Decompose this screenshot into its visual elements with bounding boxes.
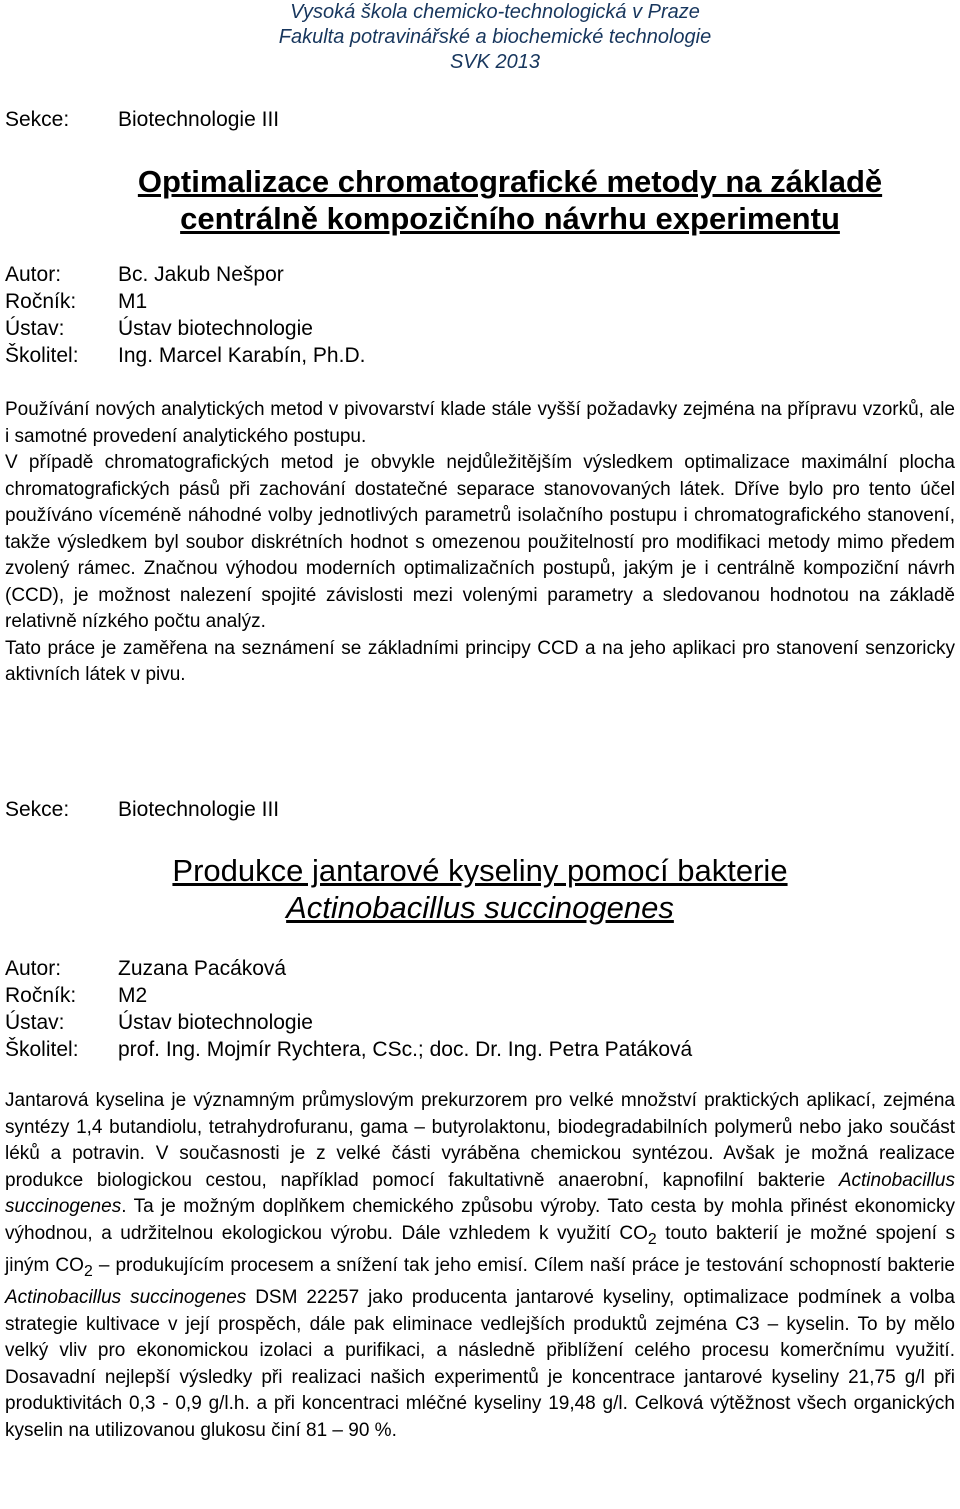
meta-label: Ústav:	[5, 1011, 65, 1034]
meta-institute	[5, 315, 365, 342]
meta-label: Ročník:	[5, 984, 77, 1007]
title-line-2: centrálně kompozičního návrhu experimentu	[180, 201, 840, 236]
subscript: 2	[647, 1230, 657, 1248]
meta-label: Autor:	[5, 263, 62, 286]
meta-value: Ústav biotechnologie	[118, 1011, 313, 1034]
section-1-sekce	[5, 108, 279, 132]
abstract-text: DSM 22257 jako producenta jantarové kyseliny, optimalizace podmínek a volba strategie kultivace v její prospěch, dále pak eliminace vedlejších produktů zejména C3 – kyselin. To by mělo velký vliv pro ekonomickou izolaci a purifikaci, a následně přiblížení celého procesu komerčnímu využití. Dosavadní nejlepší výsledky při realizaci našich experimentů je koncentrace jantarové kyseliny 21,75 g/l při produktivitách 0,3 - 0,9 g/l.h. a při koncentraci mléčné kyseliny 19,48 g/l. Celková výtěžnost všech organických kyselin na utilizovanou glukosu činí 81 – 90 %.	[5, 1287, 956, 1441]
abstract-text: touto bakterií je možné spojení s jiným CO	[5, 1222, 955, 1276]
abstract-text: Jantarová kyselina je významným průmyslovým prekurzorem pro velké množství praktických aplikací, zejména syntézy 1,4 butandiolu, tetrahydrofuranu, gama – butyrolaktonu, biodegradabilních polymerů nebo jako součást léků a potravin. V současnosti je z velké části vyráběna chemickou syntézou. Avšak je možná realizace produkce biologickou cestou, například pomocí fakultativně anaerobní, kapnofilní bakterie	[5, 1090, 955, 1191]
meta-author	[5, 955, 692, 982]
meta-value: Ing. Marcel Karabín, Ph.D.	[118, 344, 366, 367]
organism-name: Actinobacillus succinogenes	[5, 1169, 955, 1217]
section-2-sekce	[5, 798, 279, 822]
meta-supervisor	[5, 1036, 692, 1063]
meta-label: Ústav:	[5, 317, 65, 340]
meta-value: Zuzana Pacáková	[118, 957, 287, 980]
sekce-label: Sekce:	[5, 108, 70, 131]
meta-year	[5, 982, 692, 1009]
organism-name: Actinobacillus succinogenes	[5, 1287, 247, 1309]
abstract-text: . Ta je možným doplňkem chemického způsobu výroby. Tato cesta by mohla přinést ekonomicky výhodnou, a udržitelnou ekologickou výrobu. Dále vzhledem k využití CO	[5, 1196, 955, 1244]
meta-label: Autor:	[5, 957, 62, 980]
meta-label: Ročník:	[5, 290, 77, 313]
title-line-2: Actinobacillus succinogenes	[286, 890, 674, 925]
sekce-value: Biotechnologie III	[118, 108, 280, 131]
title-line-1: Produkce jantarové kyseliny pomocí bakterie	[172, 853, 788, 888]
title-line-1: Optimalizace chromatografické metody na základě	[137, 164, 883, 199]
header-faculty: Fakulta potravinářské a biochemické technologie	[278, 26, 712, 48]
abstract-paragraph: V případě chromatografických metod je obvykle nejdůležitějším výsledkem optimalizace maximální plocha chromatografických pásů při zachování dostatečné separace stanovovaných látek. Dříve bylo pro tento účel používáno víceméně náhodné volby jednotlivých parametrů isolačního postupu i chromatografického stanovení, takže výsledkem byl soubor diskrétních hodnot s omezenou použitelností pro modifikaci metody mimo předem zvolený rámec. Značnou výhodou moderních optimalizačních postupů, jakým je i centrálně kompoziční návrh (CCD), je možnost nalezení spojité závislosti mezi volenými parametry a sledovanou hodnotou na základě relativně nízkého počtu analýz.	[5, 452, 955, 632]
meta-value: M1	[118, 290, 148, 313]
meta-label: Školitel:	[5, 1038, 79, 1061]
sekce-label: Sekce:	[5, 798, 70, 821]
meta-author	[5, 261, 365, 288]
abstract-paragraph: Používání nových analytických metod v pivovarství klade stále vyšší požadavky zejména na přípravu vzorků, ale i samotné provedení analytického postupu.	[5, 399, 955, 447]
meta-supervisor	[5, 342, 365, 369]
section-1-abstract	[5, 397, 955, 689]
sekce-value: Biotechnologie III	[118, 798, 280, 821]
meta-value: Ústav biotechnologie	[118, 317, 313, 340]
meta-value: Bc. Jakub Nešpor	[118, 263, 284, 286]
meta-value: prof. Ing. Mojmír Rychtera, CSc.; doc. Dr. Ing. Petra Patáková	[118, 1038, 693, 1061]
abstract-paragraph	[5, 1088, 955, 1444]
section-1-title	[30, 163, 960, 237]
meta-label: Školitel:	[5, 344, 79, 367]
meta-value: M2	[118, 984, 148, 1007]
section-2-abstract	[5, 1088, 955, 1444]
subscript: 2	[83, 1262, 93, 1280]
section-2-title	[0, 852, 960, 926]
section-1-meta	[5, 261, 365, 369]
header-conference: SVK 2013	[449, 51, 541, 73]
header-university: Vysoká škola chemicko-technologická v Praze	[290, 1, 700, 23]
meta-year	[5, 288, 365, 315]
document-header	[0, 0, 960, 75]
meta-institute	[5, 1009, 692, 1036]
section-2-meta	[5, 955, 692, 1063]
abstract-paragraph: Tato práce je zaměřena na seznámení se základními principy CCD a na jeho aplikaci pro stanovení senzoricky aktivních látek v pivu.	[5, 637, 955, 685]
abstract-text: – produkujícím procesem a snížení tak jeho emisí. Cílem naší práce je testování schopností bakterie	[92, 1254, 956, 1276]
